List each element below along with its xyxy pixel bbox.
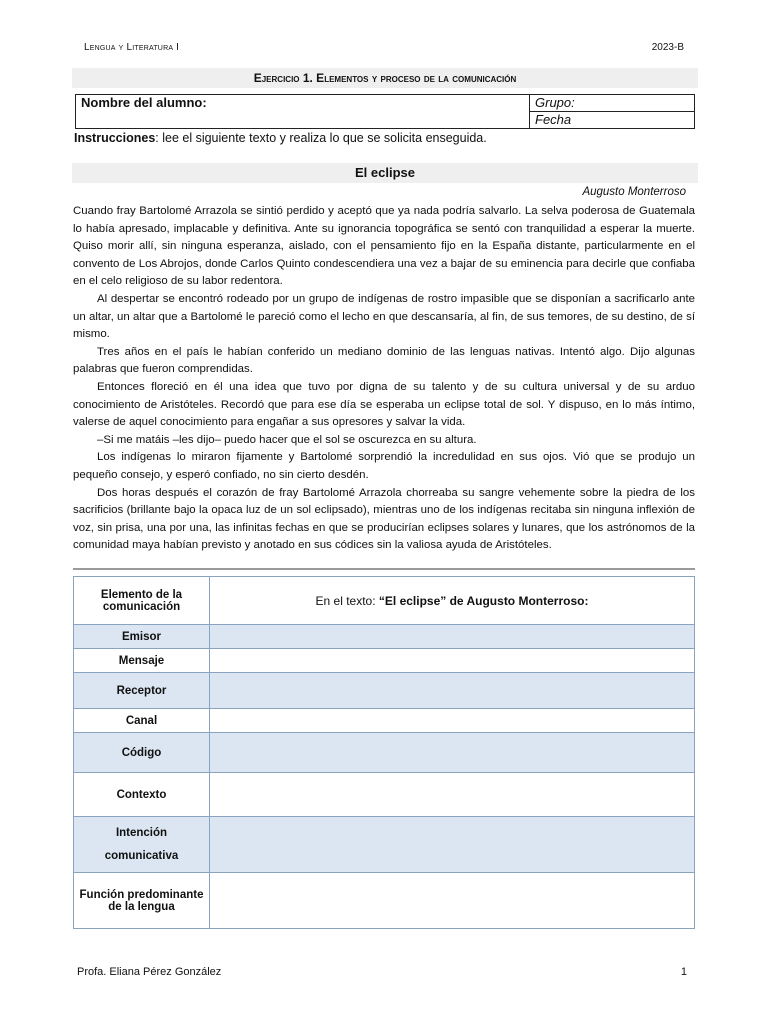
row-label-funcion: Función predominante de la lengua — [74, 873, 210, 929]
instructions-text: : lee el siguiente texto y realiza lo que se solicita enseguida. — [155, 131, 487, 145]
answer-cell-receptor[interactable] — [210, 673, 695, 709]
story-author: Augusto Monterroso — [582, 186, 686, 198]
footer-page-number: 1 — [680, 966, 687, 978]
table-header-prefix: En el texto: — [315, 593, 379, 608]
footer-teacher: Profa. Eliana Pérez González — [77, 966, 222, 978]
communication-elements-table — [73, 576, 695, 929]
answer-cell-funcion[interactable] — [210, 873, 695, 929]
story-title: El eclipse — [72, 163, 698, 183]
answer-cell-canal[interactable] — [210, 709, 695, 733]
story-paragraph: Cuando fray Bartolomé Arrazola se sintió perdido y aceptó que ya nada podría salvarlo. La selva poderosa de Guatemala lo había apresado, implacable y definitiva. Ante su ignorancia topográfica se sentó con tranquilidad a esperar la muerte. Quiso morir allí, sin ninguna esperanza, aislado, con el pensamiento fijo en la España distante, particularmente en el convento de Los Abrojos, donde Carlos Quinto condescendiera una vez a bajar de su eminencia para decirle que confiaba en el celo religioso de su labor redentora. — [73, 205, 695, 288]
date-field[interactable] — [530, 112, 695, 129]
row-label-contexto: Contexto — [74, 773, 210, 817]
student-info-table — [75, 94, 695, 129]
answer-cell-intencion[interactable] — [210, 817, 695, 873]
story-paragraph: Los indígenas lo miraron fijamente y Bartolomé sorprendió la incredulidad en sus ojos. Vió que se produjo un pequeño consejo, y esperó confiado, no sin cierto desdén. — [73, 451, 695, 481]
story-paragraph: Entonces floreció en él una idea que tuvo por digna de su talento y de su cultura universal y de su arduo conocimiento de Aristóteles. Recordó que para ese día se esperaba un eclipse total de sol. Y dispuso, en lo más íntimo, valerse de aquel conocimiento para engañar a sus opresores y salvar la vida. — [73, 380, 695, 429]
row-label-canal: Canal — [74, 709, 210, 733]
answer-cell-contexto[interactable] — [210, 773, 695, 817]
row-label-emisor: Emisor — [74, 625, 210, 649]
story-text — [73, 203, 695, 555]
story-paragraph: Al despertar se encontró rodeado por un grupo de indígenas de rostro impasible que se disponían a sacrificarlo ante un altar, un altar que a Bartolomé le pareció como el lecho en que descansaría, al fin, de sus temores, de su destino, de sí mismo. — [73, 292, 695, 341]
exercise-title: Ejercicio 1. Elementos y proceso de la comunicación — [72, 68, 698, 88]
table-header-title: “El eclipse” de Augusto Monterroso: — [378, 593, 589, 608]
student-name-label: Nombre del alumno: — [81, 95, 207, 110]
answer-cell-codigo[interactable] — [210, 733, 695, 773]
answer-cell-emisor[interactable] — [210, 625, 695, 649]
group-field[interactable] — [530, 95, 695, 112]
story-paragraph: Dos horas después el corazón de fray Bartolomé Arrazola chorreaba su sangre vehemente sobre la piedra de los sacrificios (brillante bajo la opaca luz de un sol eclipsado), mientras uno de los indígenas recitaba sin ninguna inflexión de voz, sin prisa, una por una, las infinitas fechas en que se producirían eclipses solares y lunares, que los astrónomos de la comunidad maya habían previsto y anotado en sus códices sin la valiosa ayuda de Aristóteles. — [73, 486, 695, 552]
row-label-intencion: Intención comunicativa — [74, 817, 210, 873]
group-label: Grupo: — [535, 95, 575, 110]
row-label-receptor: Receptor — [74, 673, 210, 709]
instructions — [74, 131, 487, 145]
story-paragraph: –Si me matáis –les dijo– puedo hacer que el sol se oscurezca en su altura. — [97, 433, 477, 446]
divider — [73, 568, 695, 570]
course-header: Lengua y Literatura I — [84, 42, 180, 53]
student-name-field[interactable] — [76, 95, 530, 129]
table-header-element: Elemento de la comunicación — [74, 577, 210, 625]
instructions-label: Instrucciones — [74, 131, 156, 145]
date-label: Fecha — [535, 112, 572, 127]
row-label-codigo: Código — [74, 733, 210, 773]
row-label-mensaje: Mensaje — [74, 649, 210, 673]
term-header: 2023-B — [651, 42, 684, 53]
answer-cell-mensaje[interactable] — [210, 649, 695, 673]
story-paragraph: Tres años en el país le habían conferido un mediano dominio de las lenguas nativas. Intentó algo. Dijo algunas palabras que fueron comprendidas. — [73, 345, 695, 376]
table-header-text — [210, 577, 695, 625]
